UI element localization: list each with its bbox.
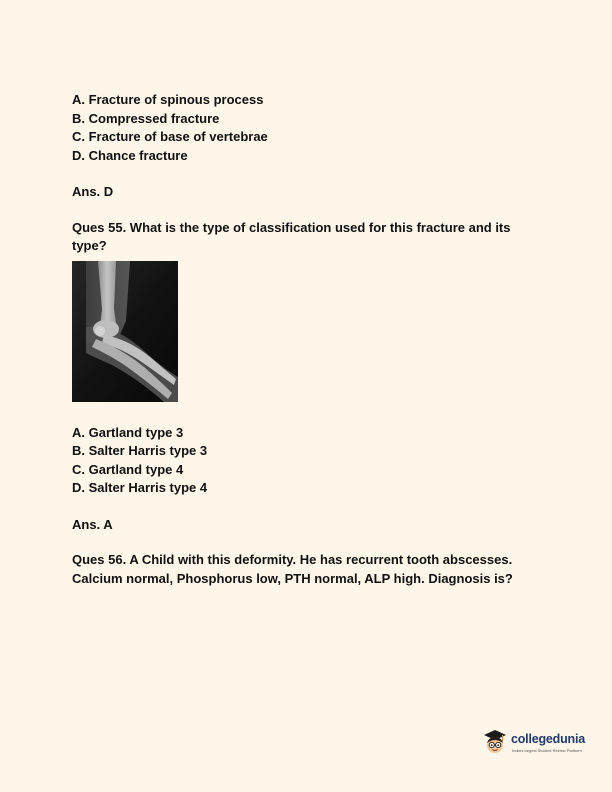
q54-option-b: B. Compressed fracture xyxy=(72,110,220,126)
q54-option-d: D. Chance fracture xyxy=(72,147,188,163)
collegedunia-logo xyxy=(482,728,592,758)
q56-question-line1: Ques 56. A Child with this deformity. He has recurrent tooth abscesses. xyxy=(72,552,513,567)
logo-tagline: India's largest Student Review Platform xyxy=(512,748,582,753)
page-content xyxy=(72,91,552,588)
q55-option-b: B. Salter Harris type 3 xyxy=(72,443,208,458)
q55-option-a: A. Gartland type 3 xyxy=(72,424,184,440)
q54-option-a: A. Fracture of spinous process xyxy=(72,92,264,107)
logo-name: collegedunia xyxy=(511,732,586,746)
q54-option-c: C. Fracture of base of vertebrae xyxy=(72,129,268,144)
q56-question-line2: Calcium normal, Phosphorus low, PTH normal, ALP high. Diagnosis is? xyxy=(72,570,513,586)
q55-question-line2: type? xyxy=(72,238,107,253)
q55-option-d: D. Salter Harris type 4 xyxy=(72,480,208,495)
elbow-xray-image xyxy=(72,261,178,402)
q55-options xyxy=(72,424,552,498)
q54-options xyxy=(72,91,552,165)
q55-option-c: C. Gartland type 4 xyxy=(72,461,184,477)
q54-answer: Ans. D xyxy=(72,184,114,199)
q55-question-line1: Ques 55. What is the type of classification used for this fracture and its xyxy=(72,219,511,235)
q55-answer: Ans. A xyxy=(72,516,113,532)
mascot-icon xyxy=(482,728,508,756)
